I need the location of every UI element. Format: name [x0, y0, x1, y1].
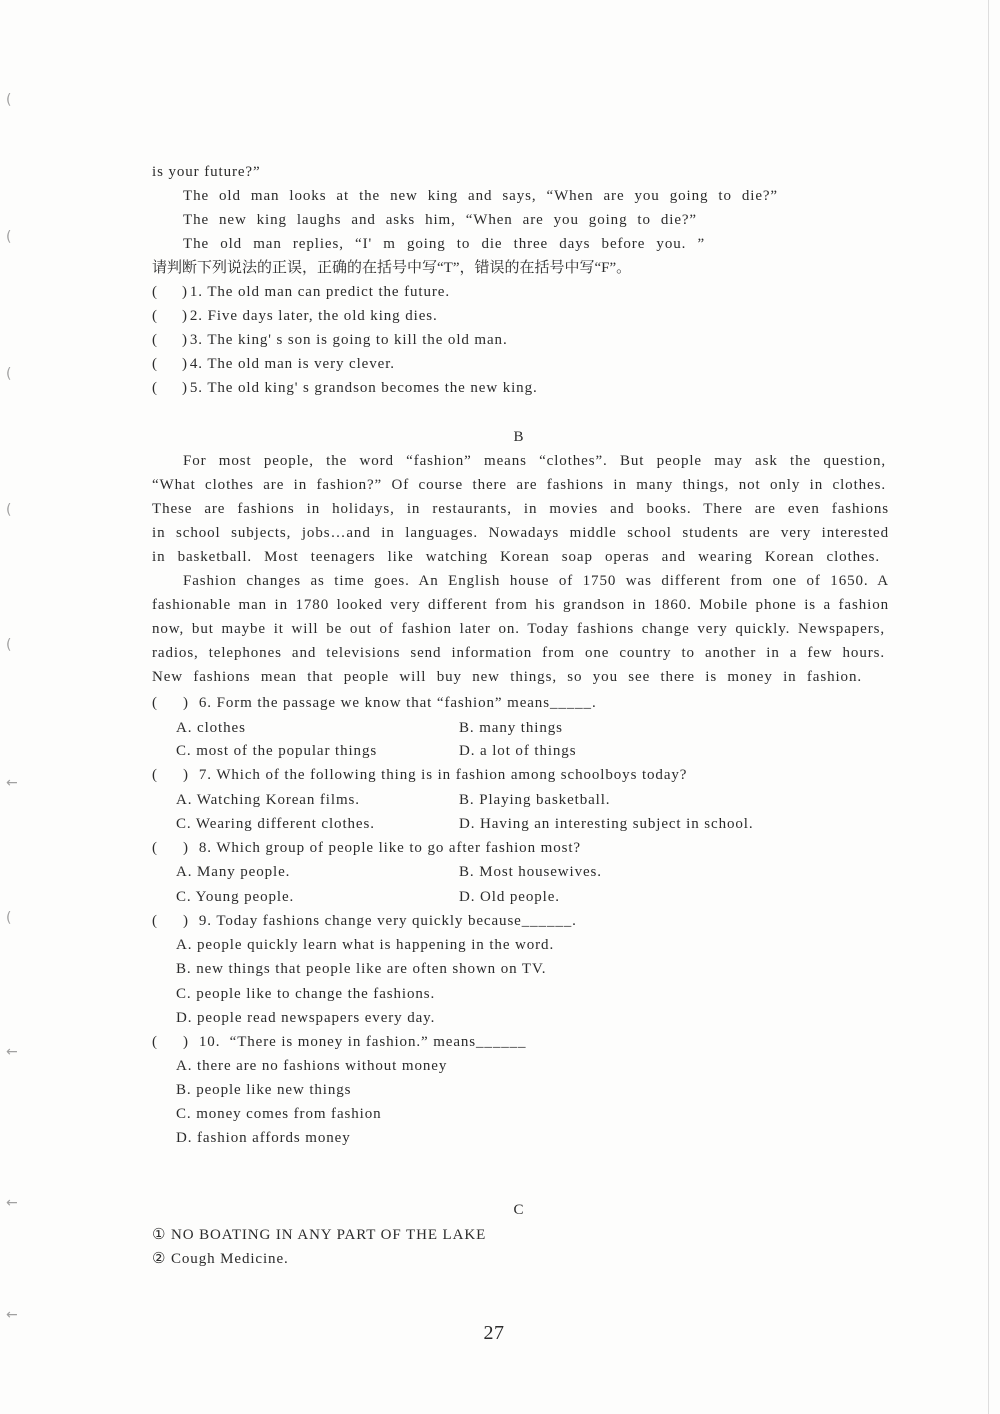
- question-text: 9. Today fashions change very quickly because______.: [198, 913, 577, 929]
- true-false-item: [152, 352, 395, 376]
- option-a: A. clothes: [176, 720, 246, 736]
- binding-mark: (: [6, 229, 12, 245]
- passage-line: fashionable man in 1780 looked very different from his grandson in 1860. Mobile phone is a fashion: [152, 597, 889, 613]
- true-false-item: [152, 376, 538, 400]
- answer-bracket-close: ): [183, 913, 189, 929]
- item-text: 4. The old man is very clever.: [189, 356, 395, 372]
- binding-mark: (: [6, 366, 12, 382]
- option-d: D. Having an interesting subject in school.: [459, 816, 754, 832]
- option-c: C. people like to change the fashions.: [176, 986, 436, 1002]
- question-stem: [152, 836, 581, 860]
- answer-bracket-close: ): [182, 308, 188, 324]
- answer-bracket-open: (: [152, 380, 158, 396]
- question-text: 8. Which group of people like to go after fashion most?: [198, 840, 581, 856]
- story-line: The old man replies, “I' m going to die three days before you. ”: [183, 236, 705, 252]
- answer-bracket-open: (: [152, 284, 158, 300]
- answer-bracket-open: (: [152, 767, 158, 783]
- option-a: A. Many people.: [176, 864, 291, 880]
- passage-line: radios, telephones and televisions send information from one country to another in a few hours.: [152, 645, 885, 661]
- option-a: A. Watching Korean films.: [176, 792, 360, 808]
- binding-mark: ←: [6, 775, 18, 791]
- answer-bracket-close: ): [182, 332, 188, 348]
- instruction-text: 请判断下列说法的正误，正确的在括号中写“T”，错误的在括号中写“F”。: [152, 260, 632, 276]
- passage-line: “What clothes are in fashion?” Of course there are fashions in many things, not only in clothes.: [152, 477, 886, 493]
- passage-line: in basketball. Most teenagers like watching Korean soap operas and wearing Korean clothes.: [152, 549, 880, 565]
- section-heading: B: [513, 429, 525, 445]
- question-text: 6. Form the passage we know that “fashion” means_____.: [198, 695, 597, 711]
- question-stem: [152, 909, 577, 933]
- story-line: The new king laughs and asks him, “When are you going to die?”: [183, 212, 697, 228]
- binding-mark: (: [6, 910, 12, 926]
- answer-bracket-open: (: [152, 308, 158, 324]
- passage-line: New fashions mean that people will buy new things, so you see there is money in fashion.: [152, 669, 862, 685]
- question-stem: [152, 763, 687, 787]
- item-text: 5. The old king' s grandson becomes the new king.: [189, 380, 538, 396]
- true-false-item: [152, 280, 450, 304]
- answer-bracket-close: ): [183, 840, 189, 856]
- answer-bracket-open: (: [152, 1034, 158, 1050]
- answer-bracket-open: (: [152, 695, 158, 711]
- sign-item: ② Cough Medicine.: [152, 1251, 289, 1267]
- binding-mark: ←: [6, 1044, 18, 1060]
- answer-bracket-close: ): [182, 380, 188, 396]
- passage-line: now, but maybe it will be out of fashion later on. Today fashions change very quickly. Newspapers,: [152, 621, 885, 637]
- option-d: D. fashion affords money: [176, 1130, 351, 1146]
- story-line: is your future?”: [152, 164, 261, 180]
- section-heading: C: [513, 1202, 525, 1218]
- answer-bracket-open: (: [152, 913, 158, 929]
- item-text: 3. The king' s son is going to kill the old man.: [189, 332, 508, 348]
- option-b: B. many things: [459, 720, 563, 736]
- answer-bracket-close: ): [183, 695, 189, 711]
- binding-mark: (: [6, 637, 12, 653]
- option-a: A. there are no fashions without money: [176, 1058, 448, 1074]
- scan-edge-line: [988, 0, 989, 1414]
- option-b: B. new things that people like are often shown on TV.: [176, 961, 547, 977]
- sign-item: ① NO BOATING IN ANY PART OF THE LAKE: [152, 1227, 487, 1243]
- option-d: D. people read newspapers every day.: [176, 1010, 436, 1026]
- item-text: 2. Five days later, the old king dies.: [189, 308, 438, 324]
- option-c: C. most of the popular things: [176, 743, 378, 759]
- option-a: A. people quickly learn what is happening in the word.: [176, 937, 555, 953]
- option-b: B. Most housewives.: [459, 864, 602, 880]
- answer-bracket-close: ): [183, 767, 189, 783]
- answer-bracket-close: ): [183, 1034, 189, 1050]
- binding-mark: ←: [6, 1195, 18, 1211]
- option-b: B. people like new things: [176, 1082, 352, 1098]
- binding-mark: (: [6, 92, 12, 108]
- answer-bracket-close: ): [182, 356, 188, 372]
- option-d: D. Old people.: [459, 889, 560, 905]
- passage-line: For most people, the word “fashion” means “clothes”. But people may ask the question,: [183, 453, 886, 469]
- answer-bracket-open: (: [152, 840, 158, 856]
- answer-bracket-close: ): [182, 284, 188, 300]
- true-false-item: [152, 304, 438, 328]
- option-b: B. Playing basketball.: [459, 792, 611, 808]
- question-text: 10. “There is money in fashion.” means______: [198, 1034, 527, 1050]
- page-number: 27: [483, 1322, 505, 1344]
- story-line: The old man looks at the new king and says, “When are you going to die?”: [183, 188, 778, 204]
- question-text: 7. Which of the following thing is in fashion among schoolboys today?: [198, 767, 688, 783]
- answer-bracket-open: (: [152, 332, 158, 348]
- option-d: D. a lot of things: [459, 743, 577, 759]
- question-stem: [152, 691, 597, 715]
- question-stem: [152, 1030, 526, 1054]
- answer-bracket-open: (: [152, 356, 158, 372]
- true-false-item: [152, 328, 508, 352]
- option-c: C. Young people.: [176, 889, 295, 905]
- option-c: C. Wearing different clothes.: [176, 816, 375, 832]
- passage-line: These are fashions in holidays, in restaurants, in movies and books. There are even fashions: [152, 501, 889, 517]
- option-c: C. money comes from fashion: [176, 1106, 382, 1122]
- passage-line: in school subjects, jobs…and in languages. Nowadays middle school students are very interested: [152, 525, 889, 541]
- binding-mark: ←: [6, 1307, 18, 1323]
- passage-line: Fashion changes as time goes. An English house of 1750 was different from one of 1650. A: [183, 573, 889, 589]
- item-text: 1. The old man can predict the future.: [189, 284, 450, 300]
- binding-mark: (: [6, 502, 12, 518]
